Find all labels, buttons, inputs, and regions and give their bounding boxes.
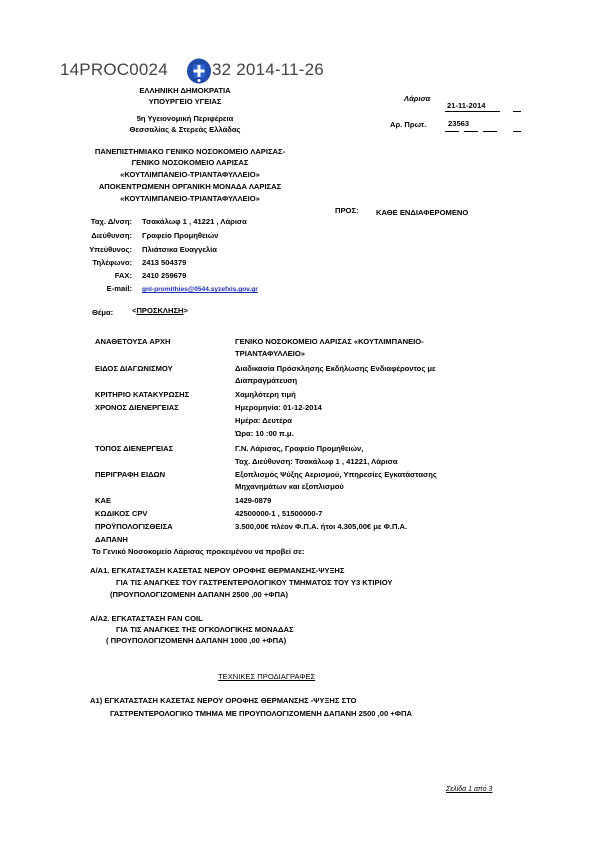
tech-item-line-2: ΓΑΣΤΡΕΝΤΕΡΟΛΟΓΙΚΟ ΤΜΗΜΑ ΜΕ ΠΡΟΥΠΟΛΟΓΙΖΟΜΕΝΗ ΔΑΠΑΝΗ 2500 ,00 +ΦΠΑ — [110, 709, 412, 718]
contact-label: FAX: — [114, 271, 132, 280]
detail-value: Γ.Ν. Λάρισας, Γραφείο Προμηθειών, — [235, 444, 364, 453]
item-2-title: Α/Α2. ΕΓΚΑΤΑΣΤΑΣΗ FAN COIL — [90, 614, 203, 623]
item-1-cost: (ΠΡΟΥΠΟΛΟΓΙΖΟΜΕΝΗ ΔΑΠΑΝΗ 2500 ,00 +ΦΠΑ) — [110, 590, 289, 599]
detail-label: ΚΩΔΙΚΟΣ CPV — [95, 509, 148, 518]
date-underline-tail — [513, 111, 521, 112]
detail-value: Διαδικασία Πρόσκλησης Εκδήλωσης Ενδιαφέροντος με — [235, 364, 436, 373]
protocol-number: 23563 — [448, 119, 470, 128]
detail-value: ΓΕΝΙΚΟ ΝΟΣΟΚΟΜΕΙΟ ΛΑΡΙΣΑΣ «ΚΟΥΤΛΙΜΠΑΝΕΙΟ- — [235, 337, 424, 346]
watermark-right: 32 2014-11-26 — [212, 60, 324, 79]
detail-label: ΚΡΙΤΗΡΙΟ ΚΑΤΑΚΥΡΩΣΗΣ — [95, 390, 190, 399]
hospital-line-3: «ΚΟΥΤΛΙΜΠΑΝΕΙΟ-ΤΡΙΑΝΤΑΦΥΛΛΕΙΟ» — [120, 170, 260, 179]
protocol-label: Αρ. Πρωτ. — [390, 120, 427, 129]
contact-label: Υπεύθυνος: — [89, 245, 132, 254]
date-underline — [445, 111, 500, 112]
item-1-title: Α/Α1. ΕΓΚΑΤΑΣΤΑΣΗ ΚΑΣΕΤΑΣ ΝΕΡΟΥ ΟΡΟΦΗΣ ΘΕΡΜΑΝΣΗΣ-ΨΥΞΗΣ — [90, 566, 345, 575]
contact-value: 2413 504379 — [142, 258, 187, 267]
contact-label: Ταχ. Δ/νση: — [90, 217, 132, 226]
prot-underline-2 — [464, 131, 478, 132]
region-line-2: Θεσσαλίας & Στερεάς Ελλάδας — [129, 125, 241, 134]
recipient-label: ΠΡΟΣ: — [335, 206, 359, 215]
subject-label: Θέμα: — [92, 308, 114, 317]
detail-value: 42500000-1 , 51500000-7 — [235, 509, 323, 518]
contact-label: Διεύθυνση: — [91, 231, 132, 240]
tech-specs-title: ΤΕΧΝΙΚΕΣ ΠΡΟΔΙΑΓΡΑΦΕΣ — [218, 672, 316, 681]
document-date: 21-11-2014 — [447, 101, 486, 110]
hospital-line-5: «ΚΟΥΤΛΙΜΠΑΝΕΙΟ-ΤΡΙΑΝΤΑΦΥΛΛΕΙΟ» — [120, 194, 260, 203]
item-1-line-2: ΓΙΑ ΤΙΣ ΑΝΑΓΚΕΣ ΤΟΥ ΓΑΣΤΡΕΝΤΕΡΟΛΟΓΙΚΟΥ ΤΜΗΜΑΤΟΣ ΤΟΥ Υ3 ΚΤΙΡΙΟΥ — [116, 578, 393, 587]
country-line: ΕΛΛΗΝΙΚΗ ΔΗΜΟΚΡΑΤΙΑ — [139, 86, 231, 95]
detail-label: ΧΡΟΝΟΣ ΔΙΕΝΕΡΓΕΙΑΣ — [95, 403, 179, 412]
coat-of-arms-icon — [186, 56, 212, 84]
email-link[interactable]: gnl-promithies@0544.syzefxis.gov.gr — [142, 286, 258, 293]
page-number: Σελίδα 1 από 3 — [446, 786, 493, 793]
detail-value: Ημερομηνία: 01-12-2014 — [235, 403, 322, 412]
city-label: Λάρισα — [404, 94, 431, 103]
detail-label: ΔΑΠΑΝΗ — [95, 535, 128, 544]
contact-value: Τσακάλωφ 1 , 41221 , Λάρισα — [142, 217, 247, 226]
detail-label: ΕΙΔΟΣ ΔΙΑΓΩΝΙΣΜΟΥ — [95, 364, 173, 373]
detail-value: Χαμηλότερη τιμή — [235, 390, 296, 399]
contact-value: Γραφείο Προμηθειών — [142, 231, 219, 240]
prot-underline-3 — [483, 131, 497, 132]
contact-label: Τηλέφωνο: — [92, 258, 132, 267]
contact-label: E-mail: — [106, 284, 132, 293]
detail-value: 1429-0879 — [235, 496, 272, 505]
detail-label: ΑΝΑΘΕΤΟΥΣΑ ΑΡΧΗ — [95, 337, 171, 346]
detail-value: Εξοπλισμός Ψύξης Αερισμού, Υπηρεσίες Εγκατάστασης — [235, 470, 437, 479]
detail-value: Μηχανημάτων και εξοπλισμού — [235, 482, 344, 491]
detail-label: ΚΑΕ — [95, 496, 112, 505]
detail-value: Ημέρα: Δευτέρα — [235, 416, 292, 425]
item-2-line-2: ΓΙΑ ΤΙΣ ΑΝΑΓΚΕΣ ΤΗΣ ΟΓΚΟΛΟΓΙΚΗΣ ΜΟΝΑΔΑΣ — [116, 625, 294, 634]
detail-label: ΤΟΠΟΣ ΔΙΕΝΕΡΓΕΙΑΣ — [95, 444, 174, 453]
item-2-cost: ( ΠΡΟΥΠΟΛΟΓΙΖΟΜΕΝΗ ΔΑΠΑΝΗ 1000 ,00 +ΦΠΑ) — [106, 636, 287, 645]
hospital-line-2: ΓΕΝΙΚΟ ΝΟΣΟΚΟΜΕΙΟ ΛΑΡΙΣΑΣ — [131, 158, 249, 167]
intro-text: Το Γενικό Νοσοκομείο Λάρισας προκειμένου να προβεί σε: — [92, 547, 305, 556]
tech-item-line-1: Α1) ΕΓΚΑΤΑΣΤΑΣΗ ΚΑΣΕΤΑΣ ΝΕΡΟΥ ΟΡΟΦΗΣ ΘΕΡΜΑΝΣΗΣ -ΨΥΞΗΣ ΣΤΟ — [90, 696, 357, 705]
detail-value: 3.500,00€ πλέον Φ.Π.Α. ήτοι 4.305,00€ με Φ.Π.Α. — [235, 522, 408, 531]
recipient-value: ΚΑΘΕ ΕΝΔΙΑΦΕΡΟΜΕΝΟ — [376, 208, 469, 217]
contact-value: Πλιάτσικα Ευαγγελία — [142, 245, 217, 254]
detail-label: ΠΡΟΫΠΟΛΟΓΙΣΘΕΙΣΑ — [95, 522, 173, 531]
detail-value: ΤΡΙΑΝΤΑΦΥΛΛΕΙΟ» — [235, 349, 305, 358]
hospital-line-1: ΠΑΝΕΠΙΣΤΗΜΙΑΚΟ ΓΕΝΙΚΟ ΝΟΣΟΚΟΜΕΙΟ ΛΑΡΙΣΑΣ- — [94, 147, 286, 156]
detail-value: Ώρα: 10 :00 π.μ. — [235, 429, 294, 438]
watermark-left: 14PROC0024 — [60, 60, 168, 79]
ministry-line: ΥΠΟΥΡΓΕΙΟ ΥΓΕΙΑΣ — [148, 97, 222, 106]
detail-label: ΠΕΡΙΓΡΑΦΗ ΕΙΔΩΝ — [95, 470, 166, 479]
prot-underline-1 — [445, 131, 459, 132]
prot-underline-4 — [513, 131, 521, 132]
region-line: 5η Υγειονομική Περιφέρεια — [136, 114, 234, 123]
detail-value: Διαπραγμάτευση — [235, 376, 298, 385]
subject-text: ΠΡΟΣΚΛΗΣΗ — [136, 306, 184, 315]
detail-value: Ταχ. Διεύθυνση: Τσακάλωφ 1 , 41221, Λάρισα — [235, 457, 398, 466]
subject-value: <ΠΡΟΣΚΛΗΣΗ> — [132, 306, 188, 315]
contact-value: 2410 259679 — [142, 271, 187, 280]
hospital-line-4: ΑΠΟΚΕΝΤΡΩΜΕΝΗ ΟΡΓΑΝΙΚΗ ΜΟΝΑΔΑ ΛΑΡΙΣΑΣ — [98, 182, 282, 191]
